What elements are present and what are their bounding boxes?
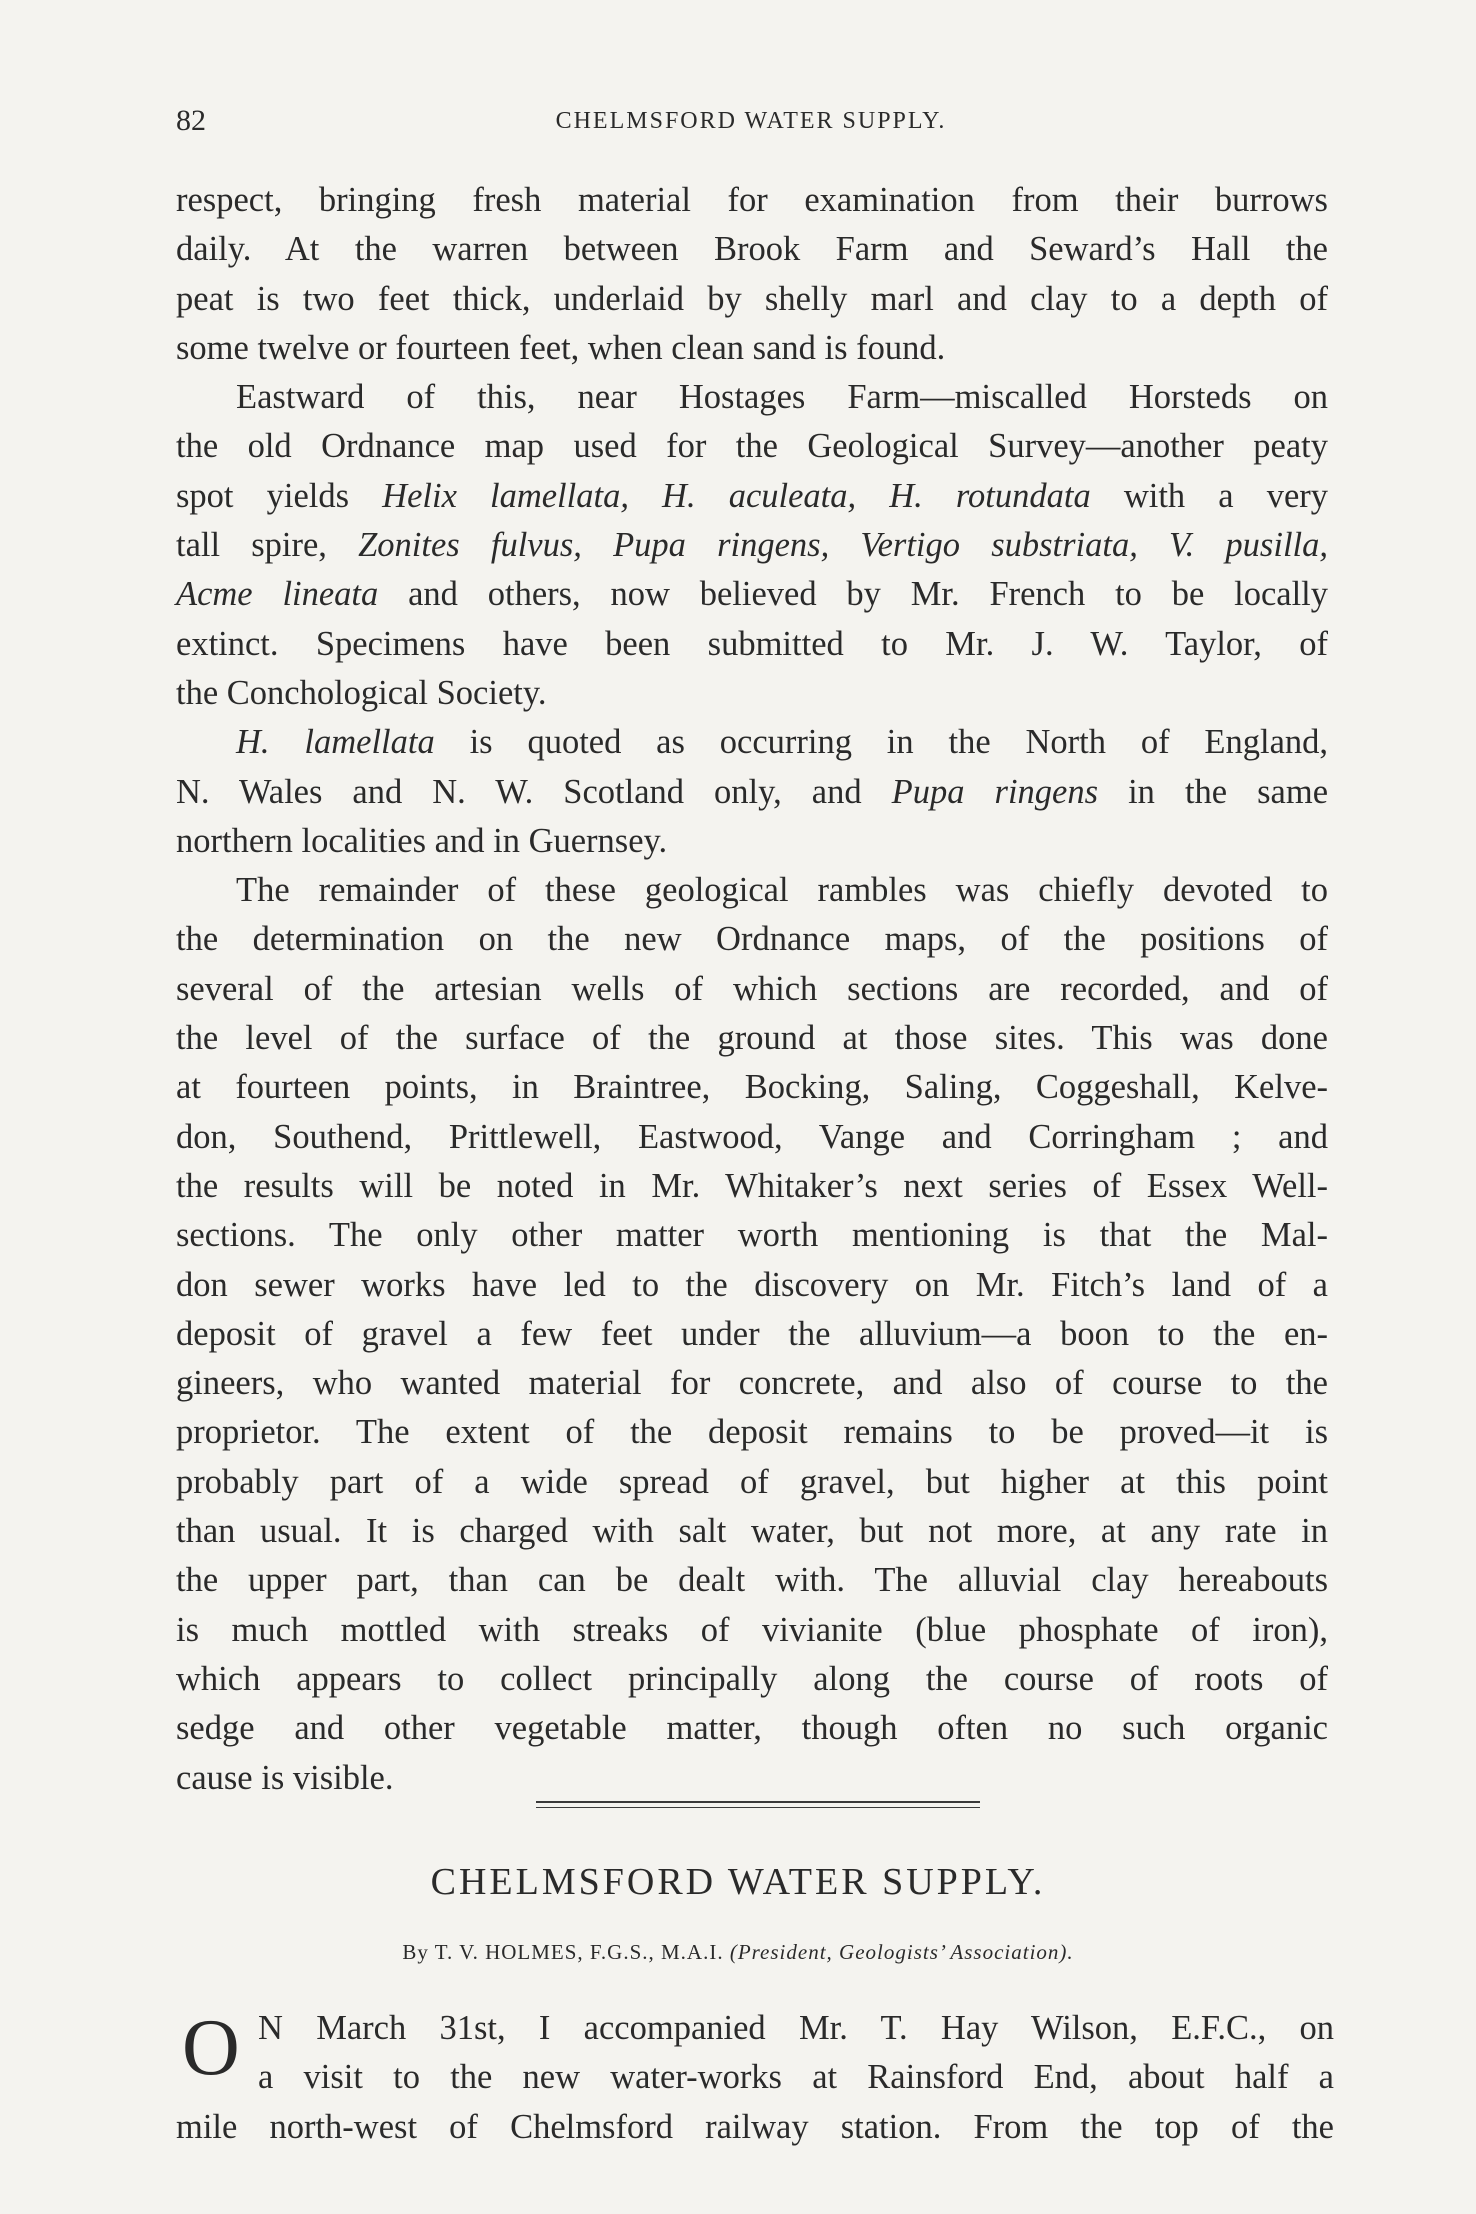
text-line: is much mottled with streaks of vivianite (blue phosphate of iron),	[176, 1610, 1328, 1649]
text-fragment: with a very	[1123, 476, 1329, 515]
text-line: cause is visible.	[176, 1758, 394, 1797]
text-line: proprietor. The extent of the deposit remains to be proved—it is	[176, 1413, 1328, 1452]
text-line: don sewer works have led to the discovery on Mr. Fitch’s land of a	[176, 1265, 1328, 1304]
text-line: extinct. Specimens have been submitted to Mr. J. W. Taylor, of	[176, 624, 1328, 663]
running-head	[176, 104, 1326, 144]
byline-author: By T. V. HOLMES, F.G.S., M.A.I.	[402, 1940, 724, 1964]
text-line: which appears to collect principally along the course of roots of	[176, 1659, 1328, 1698]
text-line: daily. At the warren between Brook Farm and Seward’s Hall the	[176, 230, 1328, 269]
section-divider-rule	[536, 1807, 980, 1808]
text-line: the upper part, than can be dealt with. The alluvial clay hereabouts	[176, 1561, 1328, 1600]
text-line: The remainder of these geological rambles was chiefly devoted to	[236, 871, 1328, 910]
text-line: a visit to the new water-works at Rainsford End, about half a	[258, 2058, 1334, 2097]
text-fragment: N. Wales and N. W. Scotland only, and	[176, 772, 862, 811]
text-line: peat is two feet thick, underlaid by shelly marl and clay to a depth of	[176, 279, 1328, 318]
text-line: gineers, who wanted material for concrete, and also of course to the	[176, 1364, 1328, 1403]
text-line-mixed	[176, 768, 1328, 817]
page-number: 82	[176, 104, 206, 137]
text-line: the old Ordnance map used for the Geological Survey—another peaty	[176, 427, 1328, 466]
text-line: mile north-west of Chelmsford railway station. From the top of the	[176, 2107, 1334, 2146]
text-line: respect, bringing fresh material for examination from their burrows	[176, 181, 1328, 219]
text-line: Eastward of this, near Hostages Farm—miscalled Horsteds on	[236, 378, 1328, 417]
text-fragment: and others, now believed by Mr. French to be locally	[408, 575, 1328, 614]
article-title: CHELMSFORD WATER SUPPLY.	[430, 1861, 1046, 1903]
text-line-mixed	[176, 472, 1328, 521]
text-line: sedge and other vegetable matter, though often no such organic	[176, 1709, 1328, 1748]
text-line: probably part of a wide spread of gravel, but higher at this point	[176, 1462, 1328, 1501]
text-fragment: tall spire,	[176, 526, 327, 565]
text-line: the results will be noted in Mr. Whitaker’s next series of Essex Well-	[176, 1166, 1328, 1205]
text-line: don, Southend, Prittlewell, Eastwood, Vange and Corringham ; and	[176, 1117, 1328, 1156]
text-line: N March 31st, I accompanied Mr. T. Hay Wilson, E.F.C., on	[258, 2009, 1334, 2047]
text-line: at fourteen points, in Braintree, Bocking, Saling, Coggeshall, Kelve-	[176, 1068, 1328, 1107]
byline-role: (President, Geologists’ Association).	[729, 1940, 1074, 1964]
text-line: than usual. It is charged with salt water, but not more, at any rate in	[176, 1512, 1328, 1551]
byline	[0, 1940, 1476, 1965]
drop-cap: O	[182, 2004, 240, 2092]
section-divider-rule	[536, 1801, 980, 1803]
text-line-mixed	[176, 521, 1328, 570]
text-line: sections. The only other matter worth mentioning is that the Mal-	[176, 1216, 1328, 1255]
text-fragment: is quoted as occurring in the North of England,	[469, 723, 1329, 762]
species-names: H. lamellata	[236, 723, 435, 762]
text-line: deposit of gravel a few feet under the alluvium—a boon to the en-	[176, 1314, 1328, 1353]
text-line-mixed	[176, 718, 1328, 767]
species-names: Pupa ringens	[891, 772, 1099, 811]
text-line: some twelve or fourteen feet, when clean sand is found.	[176, 328, 946, 367]
species-names: Helix lamellata, H. aculeata, H. rotundata	[382, 476, 1091, 515]
body-text	[176, 176, 1328, 1803]
text-line: the determination on the new Ordnance maps, of the positions of	[176, 920, 1328, 959]
text-fragment: in the same	[1128, 772, 1329, 811]
running-title: CHELMSFORD WATER SUPPLY.	[555, 108, 947, 134]
text-line: northern localities and in Guernsey.	[176, 821, 668, 860]
text-line-mixed	[176, 570, 1328, 619]
text-fragment: spot yields	[176, 476, 350, 515]
species-names: Acme lineata	[176, 575, 379, 614]
species-names: Zonites fulvus, Pupa ringens, Vertigo substriata, V. pusilla,	[358, 526, 1328, 565]
text-line: the level of the surface of the ground at those sites. This was done	[176, 1019, 1328, 1058]
text-line: the Conchological Society.	[176, 673, 547, 712]
text-line: several of the artesian wells of which sections are recorded, and of	[176, 969, 1328, 1008]
article-body	[176, 2004, 1334, 2152]
